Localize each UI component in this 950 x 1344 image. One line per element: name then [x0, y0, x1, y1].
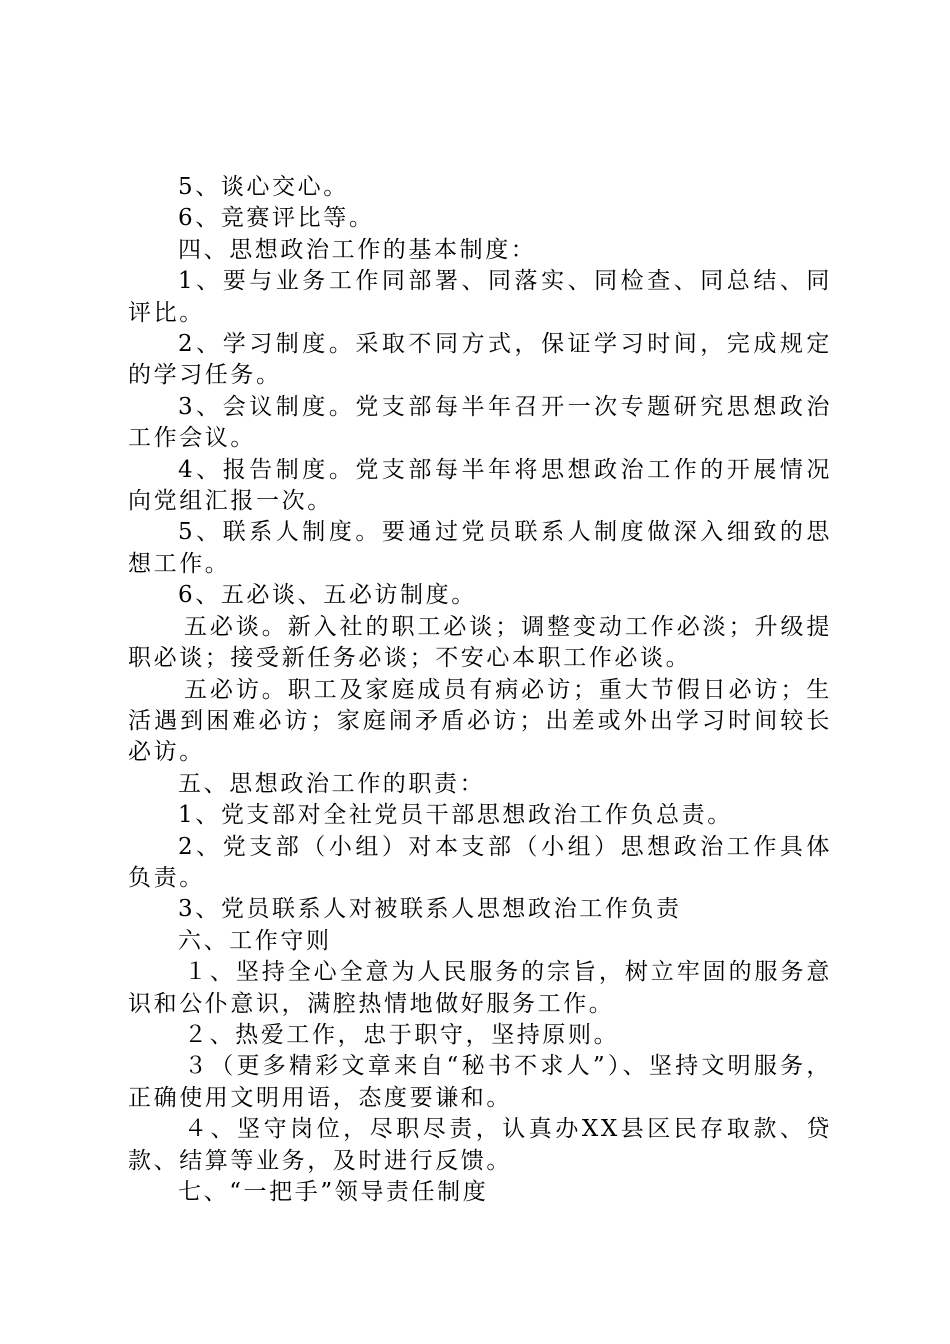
paragraph: 五必访。职工及家庭成员有病必访；重大节假日必访；生活遇到困难必访；家庭闹矛盾必访；出差或外出学习时间较长必访。: [128, 676, 832, 766]
paragraph: １、坚持全心全意为人民服务的宗旨，树立牢固的服务意识和公仆意识，满腔热情地做好服务工作。: [128, 959, 832, 1017]
paragraph: 5、谈心交心。: [178, 174, 349, 200]
paragraph: 2、学习制度。采取不同方式，保证学习时间，完成规定的学习任务。: [128, 331, 832, 389]
paragraph: 1、要与业务工作同部署、同落实、同检查、同总结、同评比。: [128, 268, 832, 326]
paragraph: ２、热爱工作，忠于职守，坚持原则。: [184, 1021, 620, 1048]
paragraph: 5、联系人制度。要通过党员联系人制度做深入细致的思想工作。: [128, 519, 832, 577]
paragraph: ４、坚守岗位，尽职尽责，认真办XX县区民存取款、贷款、结算等业务，及时进行反馈。: [128, 1116, 832, 1174]
paragraph: 6、五必谈、五必访制度。: [178, 582, 477, 609]
paragraph: 1、党支部对全社党员干部思想政治工作负总责。: [178, 802, 733, 829]
paragraph: 2、党支部（小组）对本支部（小组）思想政治工作具体负责。: [128, 833, 832, 891]
paragraph: 3、会议制度。党支部每半年召开一次专题研究思想政治工作会议。: [128, 393, 832, 452]
paragraph: 3、党员联系人对被联系人思想政治工作负责: [178, 896, 682, 923]
paragraph: 五必谈。新入社的职工必谈；调整变动工作必淡；升级提职必谈；接受新任务必谈；不安心本职工作必谈。: [128, 613, 832, 672]
section-heading: 五、思想政治工作的职责：: [178, 770, 486, 797]
paragraph: 4、报告制度。党支部每半年将思想政治工作的开展情况向党组汇报一次。: [128, 456, 832, 515]
section-heading: 四、思想政治工作的基本制度：: [178, 236, 537, 263]
section-heading: 七、“一把手”领导责任制度: [178, 1179, 489, 1205]
paragraph: ３（更多精彩文章来自“秘书不求人”）、坚持文明服务，正确使用文明用语，态度要谦和。: [128, 1053, 832, 1111]
paragraph: 6、竞赛评比等。: [178, 205, 375, 232]
section-heading: 六、工作守则: [178, 927, 332, 954]
document-body: [128, 172, 832, 1208]
